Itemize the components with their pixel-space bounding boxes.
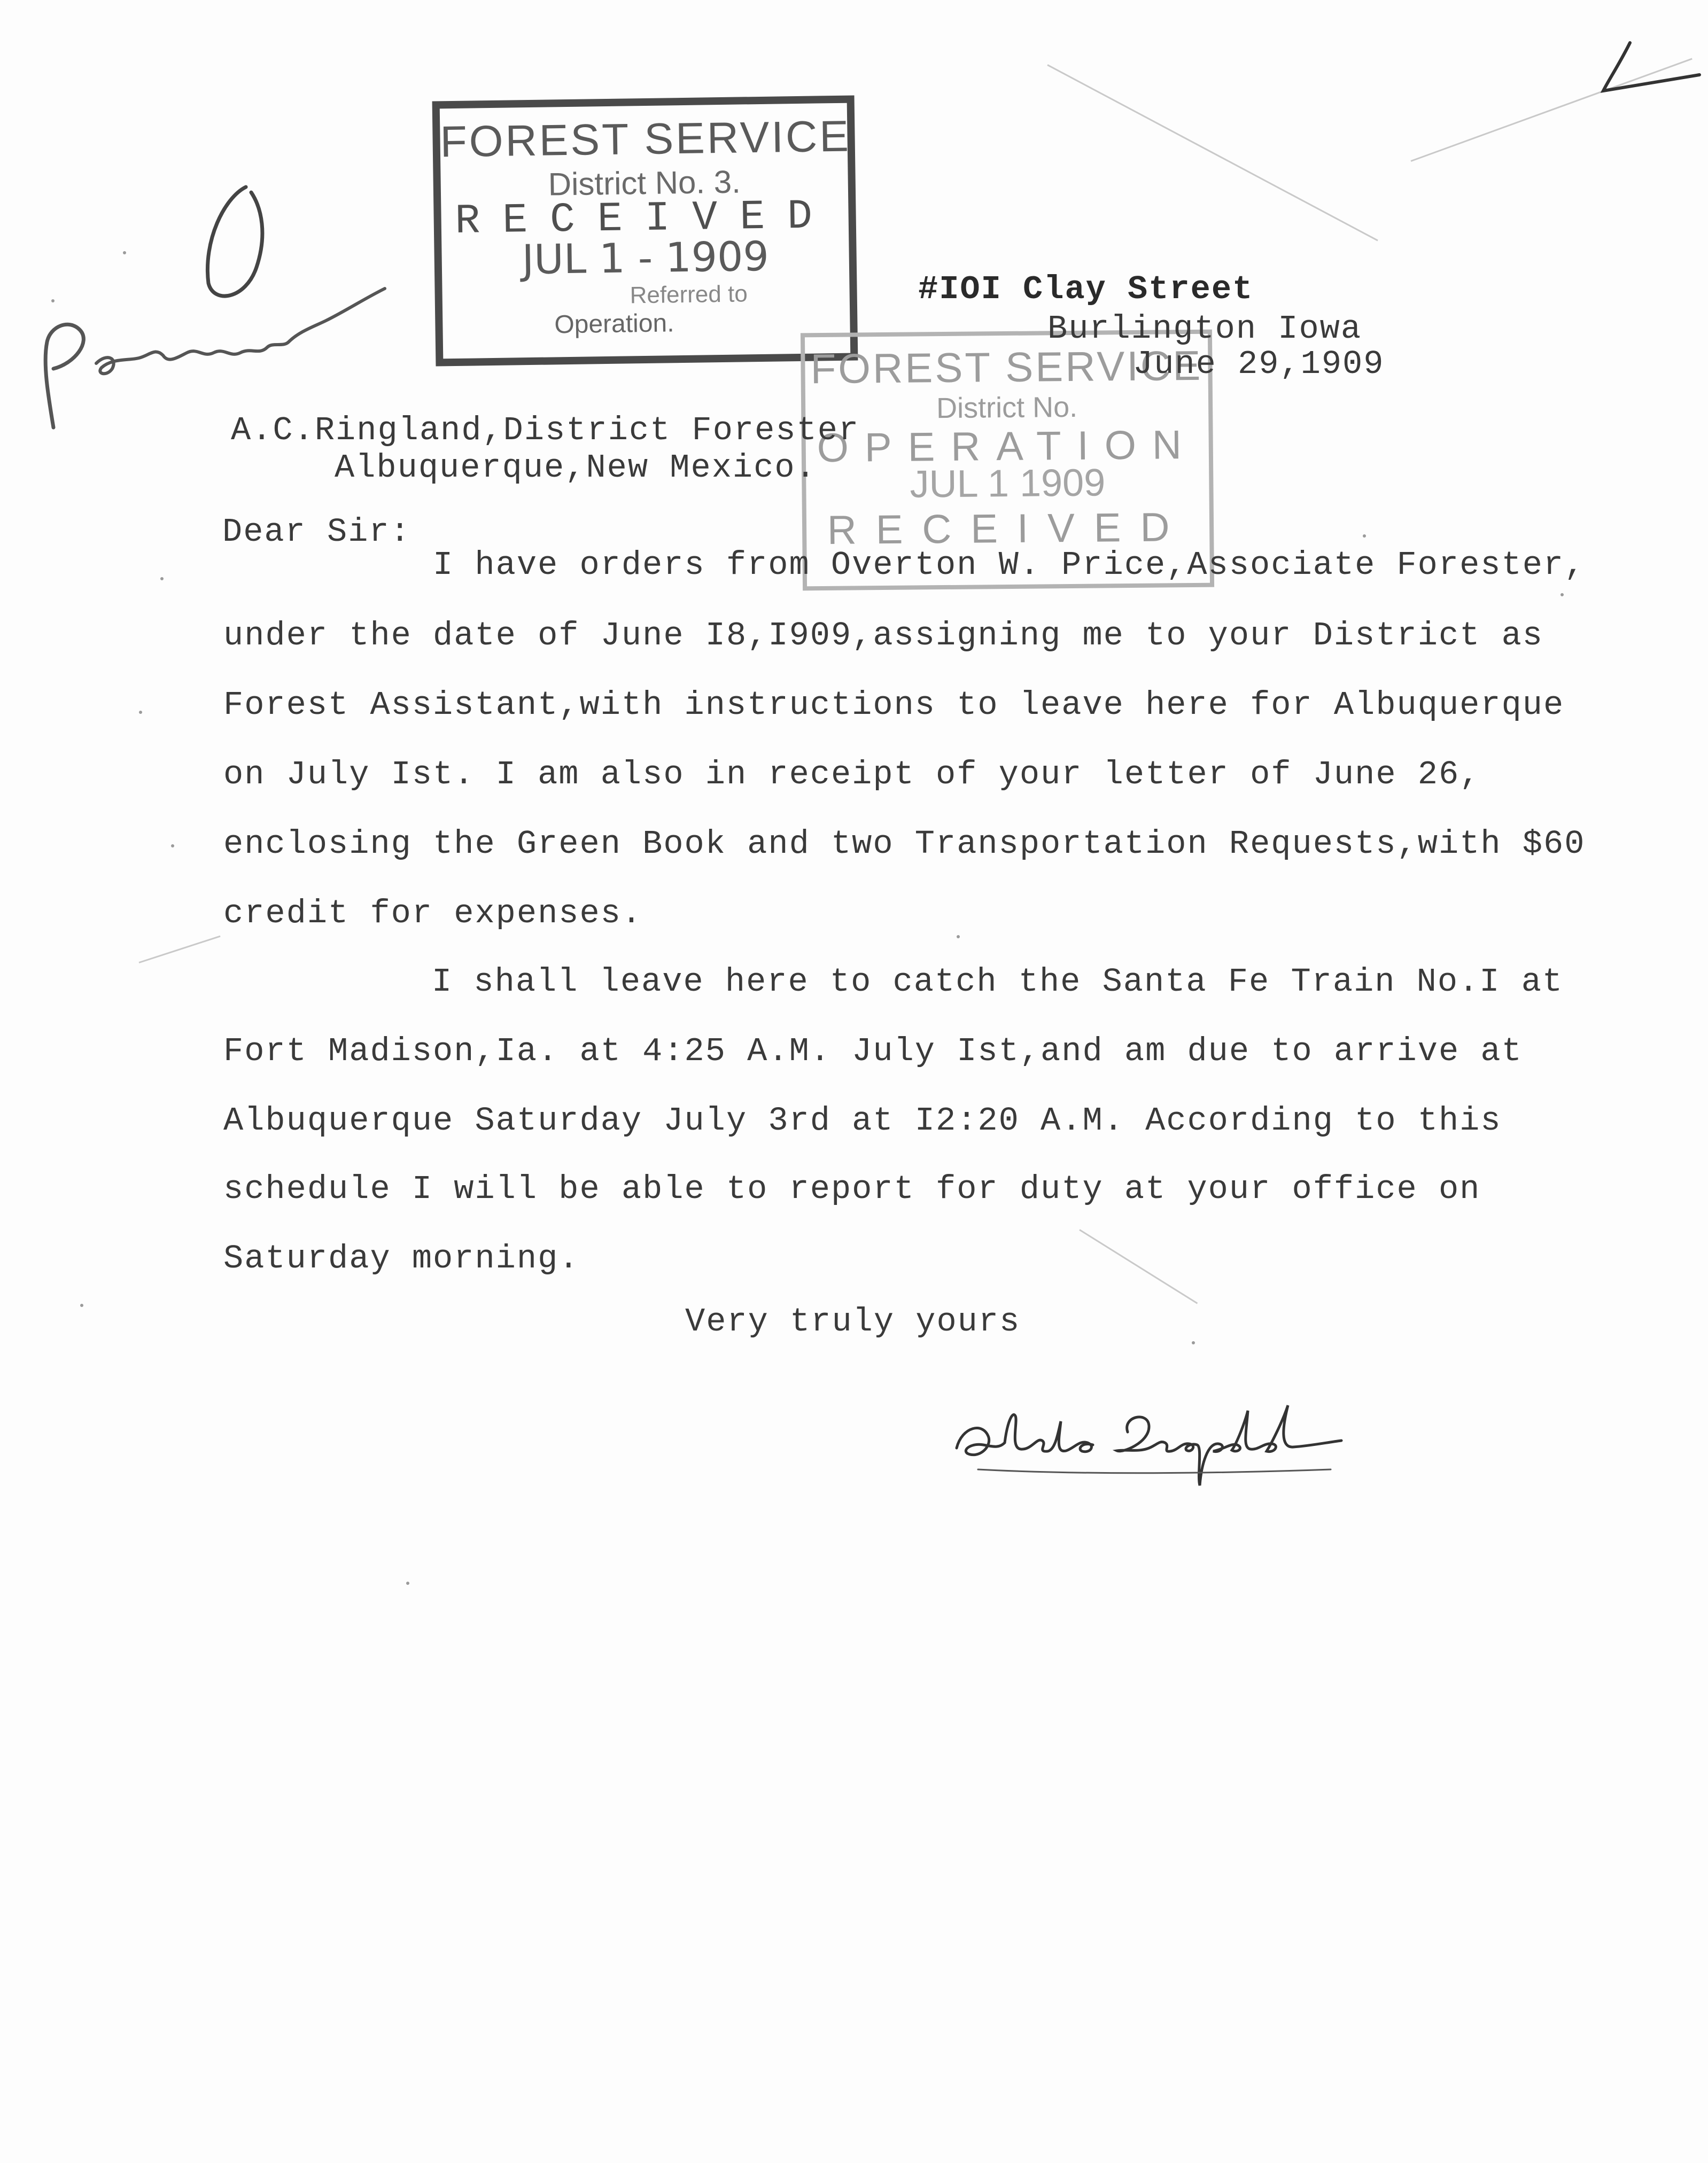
stamp-district: District No. 3. xyxy=(548,164,741,203)
body-line: Albuquerque Saturday July 3rd at I2:20 A.M. According to this xyxy=(223,1102,1502,1140)
stamp-title: FOREST SERVICE xyxy=(810,341,1203,393)
scan-speck xyxy=(160,577,164,580)
recipient-city: Albuquerque,New Mexico. xyxy=(335,449,817,487)
stamp-title: FOREST SERVICE xyxy=(440,112,851,167)
scan-speck xyxy=(1363,534,1366,538)
stamp-status: RECEIVED xyxy=(454,193,835,245)
sender-street: #IOI Clay Street xyxy=(918,270,1254,308)
scan-speck xyxy=(80,1304,83,1307)
handwritten-zero-mark xyxy=(182,176,289,310)
recipient-name: A.C.Ringland,District Forester xyxy=(231,411,860,449)
received-stamp xyxy=(432,96,858,367)
body-line: Fort Madison,Ia. at 4:25 A.M. July Ist,and am due to arrive at xyxy=(223,1032,1523,1070)
scan-streak xyxy=(139,936,221,963)
body-line: I have orders from Overton W. Price,Associate Forester, xyxy=(433,546,1586,584)
scan-speck xyxy=(406,1582,409,1585)
body-line: Forest Assistant,with instructions to leave here for Albuquerque xyxy=(223,686,1565,724)
scan-speck xyxy=(139,711,142,714)
closing: Very truly yours xyxy=(685,1303,1021,1341)
stamp-status: RECEIVED xyxy=(827,504,1189,553)
scan-speck xyxy=(1561,593,1564,596)
scan-speck xyxy=(171,844,174,847)
stamp-department: OPERATION xyxy=(817,422,1198,471)
body-line: credit for expenses. xyxy=(223,894,643,932)
scan-speck xyxy=(1192,1341,1195,1344)
signature xyxy=(946,1389,1352,1496)
check-mark xyxy=(1593,37,1708,102)
scan-streak xyxy=(1079,1229,1198,1304)
body-line: I shall leave here to catch the Santa Fe Train No.I at xyxy=(432,963,1564,1001)
scan-speck xyxy=(957,935,960,938)
letter-date: June 29,1909 xyxy=(1133,345,1385,383)
body-line: Saturday morning. xyxy=(223,1240,580,1278)
salutation: Dear Sir: xyxy=(222,513,411,551)
stamp-date: JUL 1 1909 xyxy=(910,461,1106,506)
stamp-referred-label: Referred to xyxy=(630,281,748,309)
stamp-department: Operation. xyxy=(554,309,674,339)
stamp-district: District No. xyxy=(936,391,1078,425)
sender-city: Burlington Iowa xyxy=(1047,310,1362,348)
body-line: schedule I will be able to report for duty at your office on xyxy=(223,1170,1481,1208)
scan-streak xyxy=(1047,64,1378,241)
body-line: enclosing the Green Book and two Transportation Requests,with $60 xyxy=(223,825,1586,863)
body-line: under the date of June I8,I909,assigning me to your District as xyxy=(223,617,1543,655)
stamp-date: JUL 1 - 1909 xyxy=(522,232,770,284)
body-line: on July Ist. I am also in receipt of your letter of June 26, xyxy=(223,756,1481,793)
scan-speck xyxy=(123,251,126,254)
